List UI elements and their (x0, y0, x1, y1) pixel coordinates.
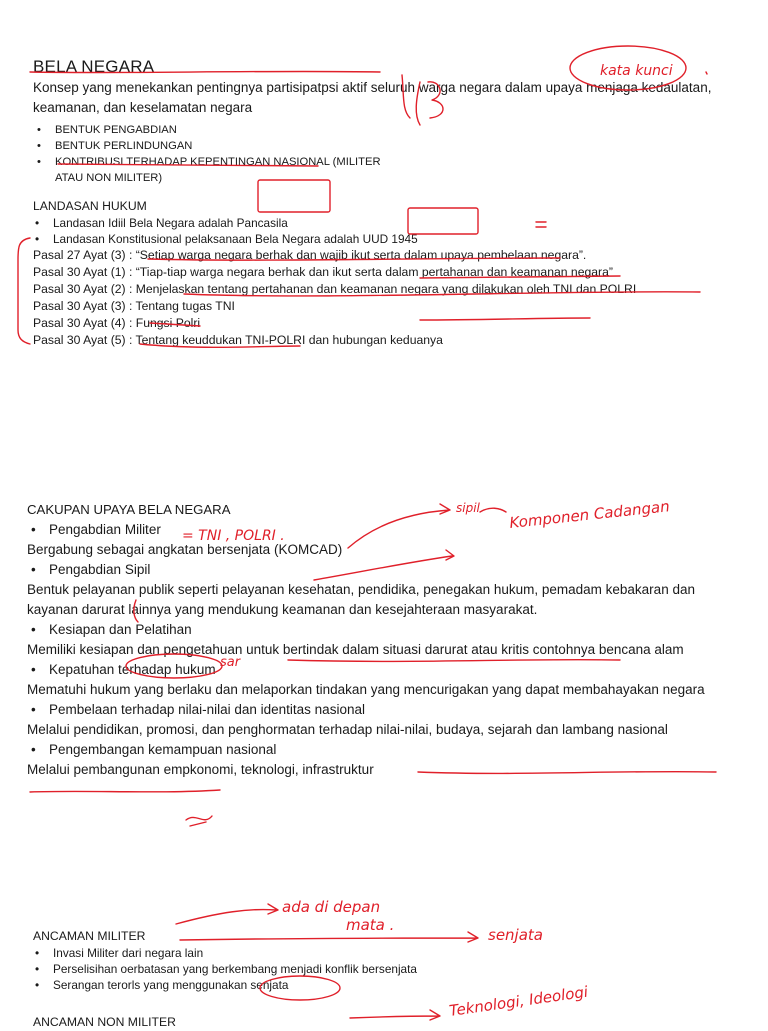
list-item: • Pengabdian Militer (31, 522, 161, 537)
kata-kunci-note: kata kunci (600, 63, 673, 79)
list-item: • BENTUK PENGABDIAN (33, 122, 393, 138)
list-item: • Serangan terorls yang menggunakan senjata (31, 977, 417, 993)
list-item: • Invasi Militer dari negara lain (31, 945, 417, 961)
pasal-line: Pasal 30 Ayat (4) : Fungsi Polri (33, 316, 201, 330)
list-item: • Pembelaan terhadap nilai-nilai dan identitas nasional (31, 702, 365, 717)
list-item: • Landasan Konstitusional pelaksanaan Bela Negara adalah UUD 1945 (31, 231, 418, 247)
sadar-note: sar (220, 655, 241, 670)
sipil-note: sipil (456, 501, 480, 515)
section-title-ancaman-non-militer: ANCAMAN NON MILITER (33, 1015, 176, 1029)
ada-depan-note: ada di depan (282, 898, 381, 916)
list-item: • Landasan Idiil Bela Negara adalah Pancasila (31, 215, 418, 231)
list-item: • Kesiapan dan Pelatihan (31, 622, 192, 637)
section-title-bela-negara: BELA NEGARA (33, 57, 155, 76)
section-title-landasan-hukum: LANDASAN HUKUM (33, 199, 147, 213)
list-item: • BENTUK PERLINDUNGAN (33, 138, 393, 154)
scribble-small (186, 816, 212, 826)
arrow-senjata (180, 932, 478, 942)
pasal-list (33, 247, 636, 349)
list-item: • Kepatuhan terhadap hukum (31, 662, 216, 677)
senjata-note: senjata (488, 926, 543, 944)
description-text: Melalui pembangunan empkonomi, teknologi, infrastruktur (27, 762, 374, 777)
mata-note: mata . (346, 916, 395, 934)
description-text: Bergabung sebagai angkatan bersenjata (KOMCAD) (27, 542, 343, 557)
komponen-note: Komponen Cadangan (508, 497, 671, 532)
empty-box-2 (408, 208, 478, 234)
pasal-line: Pasal 27 Ayat (3) : “Setiap warga negara berhak dan wajib ikut serta dalam upaya pembelaan negara”. (33, 248, 587, 262)
cakupan-list (27, 520, 747, 780)
section-title-ancaman-militer: ANCAMAN MILITER (33, 929, 146, 943)
description-text: Melalui pendidikan, promosi, dan penghormatan terhadap nilai-nilai, budaya, sejarah dan lambang nasional (27, 722, 668, 737)
pasal-bracket (18, 238, 30, 344)
arrow-ada-depan (176, 904, 278, 924)
list-item: • KONTRIBUSI TERHADAP KEPENTINGAN NASIONAL (MILITER ATAU NON MILITER) (33, 154, 393, 186)
bela-negara-intro: Konsep yang menekankan pentingnya partisipatpsi aktif seluruh warga negara dalam upaya menjaga kedaulatan, keamanan, dan keselamatan negara (33, 80, 712, 115)
pasal-line: Pasal 30 Ayat (3) : Tentang tugas TNI (33, 299, 235, 313)
pasal-line: Pasal 30 Ayat (1) : “Tiap-tiap warga negara berhak dan ikut serta dalam pertahanan dan keamanan negara” (33, 265, 613, 279)
list-item: • Perselisihan oerbatasan yang berkembang menjadi konflik bersenjata (31, 961, 417, 977)
teknologi-note: Teknologi, Ideologi (448, 982, 590, 1020)
landasan-bullets (31, 215, 418, 247)
section-title-cakupan: CAKUPAN UPAYA BELA NEGARA (27, 502, 231, 517)
ancaman-militer-bullets (31, 945, 417, 993)
tni-polri-note: = TNI , POLRI . (182, 528, 285, 544)
pasal-line: Pasal 30 Ayat (5) : Tentang keuddukan TNI-POLRI dan hubungan keduanya (33, 333, 443, 347)
arrow-teknologi (350, 1010, 440, 1020)
description-text: Bentuk pelayanan publik seperti pelayanan kesehatan, pendidika, penegakan hukum, pemadam kebakaran dan kayanan darurat lainnya yang mendukung keamanan dan kesejahteraan masyarakat. (27, 582, 695, 617)
list-item: • Pengembangan kemampuan nasional (31, 742, 277, 757)
list-item: • Pengabdian Sipil (31, 562, 151, 577)
description-text: Mematuhi hukum yang berlaku dan melaporkan tindakan yang mencurigakan yang dapat membahayakan negara (27, 682, 705, 697)
bela-negara-bullets (33, 122, 393, 186)
pasal-line: Pasal 30 Ayat (2) : Menjelaskan tentang pertahanan dan keamanan negara yang dilakukan oleh TNI dan POLRI (33, 282, 637, 296)
description-text: Memiliki kesiapan dan pengetahuan untuk bertindak dalam situasi darurat atau kritis contohnya bencana alam (27, 642, 684, 657)
